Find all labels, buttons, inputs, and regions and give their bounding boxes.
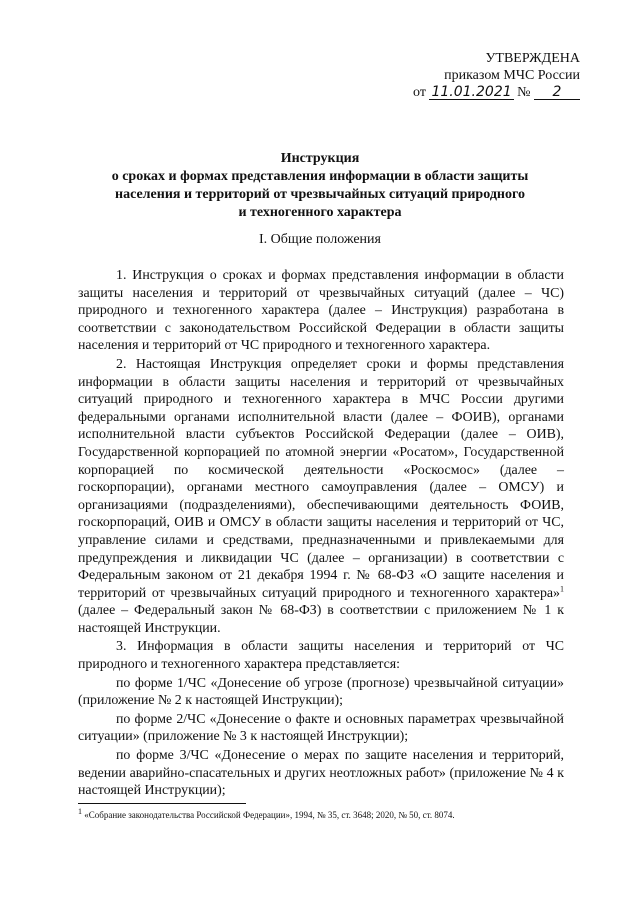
paragraph-3: 3. Информация в области защиты населения и территорий от ЧС природного и техногенного характера представляется: <box>78 639 564 673</box>
date-prefix: от <box>413 85 426 100</box>
title-line-4: и техногенного характера <box>238 205 402 220</box>
number-prefix: № <box>517 85 531 100</box>
title-line-2: о сроках и формах представления информации в области защиты <box>111 169 529 184</box>
handwritten-number: 2 <box>534 85 580 100</box>
paragraph-form-2: по форме 2/ЧС «Донесение о факте и основных параметрах чрезвычайной ситуации» (приложение № 3 к настоящей Инструкции); <box>78 711 564 745</box>
document-body <box>78 267 564 800</box>
document-title <box>80 150 560 222</box>
footnote-mark: 1 <box>78 807 82 816</box>
paragraph-form-3: по форме 3/ЧС «Донесение о мерах по защите населения и территорий, ведении аварийно-спасательных и других неотложных работ» (приложение № 4 к настоящей Инструкции); <box>78 748 564 799</box>
approval-order: приказом МЧС России <box>444 68 580 83</box>
paragraph-1: 1. Инструкция о сроках и формах представления информации в области защиты населения и территорий от чрезвычайных ситуаций (далее – ЧС) природного и техногенного характера (далее – Инструкция) разработана в соответствии с законодательством Российской Федерации в области защиты населения и территорий от ЧС природного и техногенного характера. <box>78 268 564 354</box>
footnote <box>78 807 564 821</box>
approval-date-line <box>413 84 580 101</box>
section-heading: I. Общие положения <box>259 232 381 247</box>
footnote-ref: 1 <box>560 584 564 594</box>
approval-stamp <box>413 50 580 101</box>
paragraph-2-text: 2. Настоящая Инструкция определяет сроки и формы представления информации в области защиты населения и территорий от чрезвычайных ситуаций природного и техногенного характера в МЧС России другими федеральными органами исполнительной власти (далее – ФОИВ), органами исполнительной власти субъектов Российской Федерации (далее – ОИВ), Государственной корпорацией по атомной энергии «Росатом», Государственной корпорацией по космической деятельности «Роскосмос» (далее – госкорпорации), органами местного самоуправления (далее – ОМСУ) и организациями (подразделениями), обеспечивающими деятельность ФОИВ, госкорпораций, ОИВ и ОМСУ в области защиты населения и территорий от ЧС, управление силами и средствами, предназначенными и привлекаемыми для предупреждения и ликвидации ЧС (далее – организации) в соответствии с Федеральным законом от 21 декабря 1994 г. № 68-ФЗ «О защите населения и территорий от чрезвычайных ситуаций природного и техногенного характера» <box>78 356 564 601</box>
footnote-divider <box>78 803 246 804</box>
paragraph-2 <box>78 356 564 638</box>
approval-title: УТВЕРЖДЕНА <box>485 51 580 66</box>
paragraph-2-text-cont: (далее – Федеральный закон № 68-ФЗ) в соответствии с приложением № 1 к настоящей Инструкции. <box>78 603 564 636</box>
title-line-3: населения и территорий от чрезвычайных ситуаций природного <box>115 187 525 202</box>
handwritten-date: 11.01.2021 <box>431 84 512 100</box>
footnote-text: «Собрание законодательства Российской Федерации», 1994, № 35, ст. 3648; 2020, № 50, ст. 8074. <box>82 810 455 820</box>
title-line-1: Инструкция <box>280 151 360 166</box>
paragraph-form-1: по форме 1/ЧС «Донесение об угрозе (прогнозе) чрезвычайной ситуации» (приложение № 2 к настоящей Инструкции); <box>78 675 564 709</box>
